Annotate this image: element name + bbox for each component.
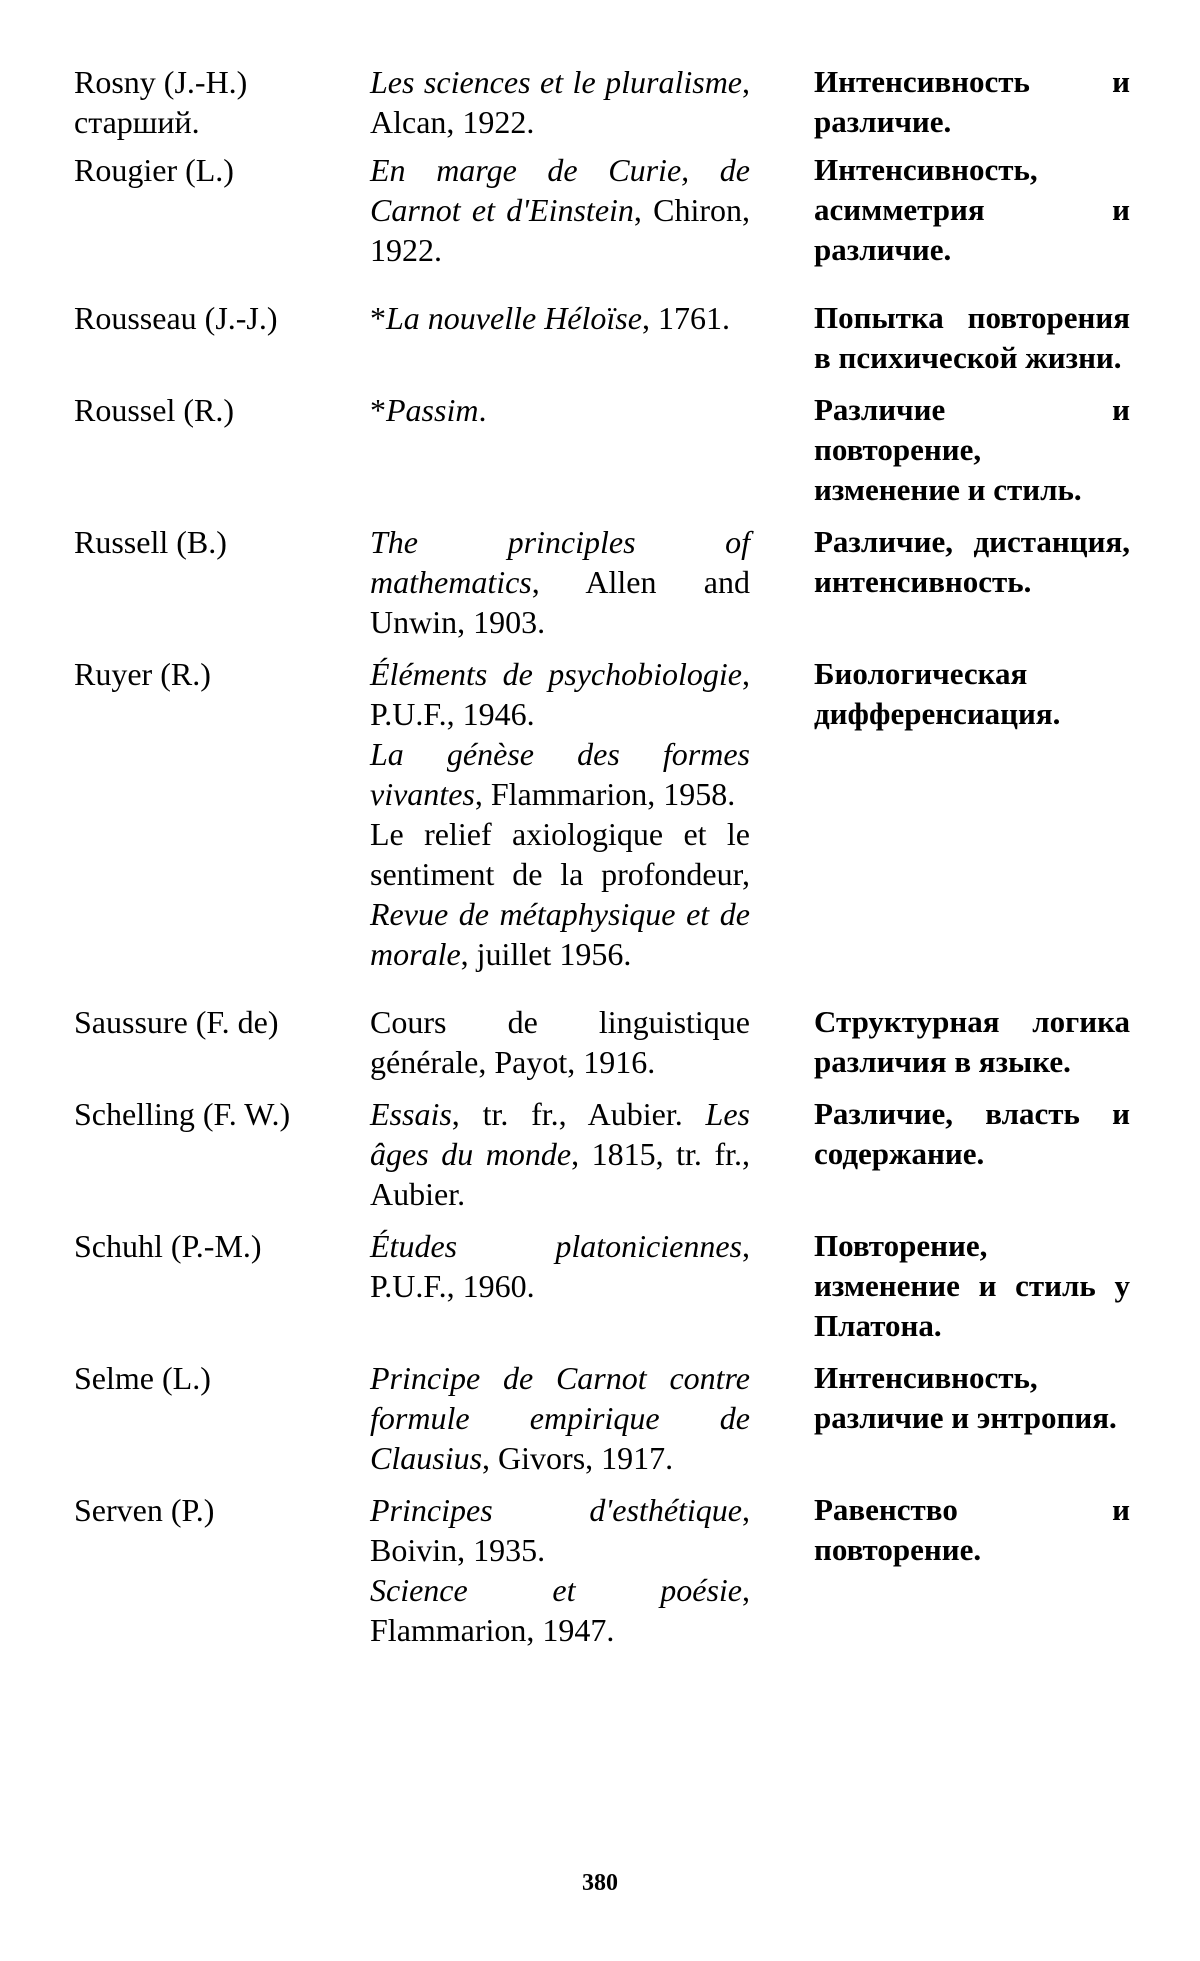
entry-author: Schuhl (P.-M.) <box>74 1228 262 1264</box>
work-title: Principes d'esthétique <box>370 1492 742 1528</box>
entry-author: Rougier (L.) <box>74 152 234 188</box>
work-citation <box>370 654 750 734</box>
entry-author: Rosny (J.-H.) старший. <box>74 64 248 140</box>
work-citation <box>370 298 750 338</box>
work-publication: , P.U.F., 1946. <box>370 656 750 732</box>
work-title: En marge de Curie, de Carnot et d'Einstein <box>370 152 750 228</box>
entry-author: Selme (L.) <box>74 1360 211 1396</box>
work-publication: , Givors, 1917. <box>482 1440 674 1476</box>
entry-works <box>370 654 750 974</box>
work-article: Le relief axiologique et le sentiment de la profondeur, <box>370 816 750 892</box>
work-title: Les âges du monde <box>370 1096 750 1172</box>
bibliography-entry <box>74 1358 1134 1478</box>
entry-topic: Различие, власть и содержание. <box>814 1096 1130 1171</box>
work-citation <box>370 1094 750 1214</box>
entry-works <box>370 1358 750 1478</box>
work-title: Les sciences et le pluralisme <box>370 64 742 100</box>
bibliography-entry <box>74 1226 1134 1346</box>
work-title: Éléments de psychobiologie <box>370 656 742 692</box>
entry-topic: Структурная логика различия в языке. <box>814 1004 1130 1079</box>
work-citation <box>370 390 750 430</box>
work-publication: , juillet 1956. <box>460 936 632 972</box>
entry-topic: Различие, дистанция, интенсивность. <box>814 524 1130 599</box>
work-citation <box>370 522 750 642</box>
work-publication: , 1761. <box>641 300 730 336</box>
bibliography-table <box>74 62 1134 1650</box>
work-publication: , tr. fr., Aubier. <box>451 1096 706 1132</box>
entry-topic: Равенство и повторение. <box>814 1492 1130 1567</box>
entry-author: Saussure (F. de) <box>74 1004 279 1040</box>
work-publication: , 1815, tr. fr., Aubier. <box>370 1136 751 1212</box>
work-citation <box>370 150 750 270</box>
entry-works <box>370 1094 750 1214</box>
work-citation: Cours de linguistique générale, Payot, 1916. <box>370 1004 750 1080</box>
entry-works <box>370 1002 750 1082</box>
work-title: Essais <box>370 1096 452 1132</box>
work-publication: , Alcan, 1922. <box>370 64 750 140</box>
work-publication: , Allen and Unwin, 1903. <box>370 564 750 640</box>
bibliography-entry <box>74 522 1134 642</box>
bibliography-entry <box>74 150 1134 270</box>
work-title: Études platoniciennes <box>370 1228 742 1264</box>
work-citation <box>370 1358 750 1478</box>
bibliography-entry <box>74 654 1134 974</box>
page-number: 380 <box>582 1870 618 1896</box>
entry-author: Serven (P.) <box>74 1492 215 1528</box>
work-publication: , Boivin, 1935. <box>370 1492 750 1568</box>
entry-topic: Интенсивность и различие. <box>814 64 1130 139</box>
entry-author: Roussel (R.) <box>74 392 234 428</box>
work-marker: * <box>370 300 386 336</box>
bibliography-entry <box>74 298 1134 378</box>
entry-author: Rousseau (J.-J.) <box>74 300 278 336</box>
entry-topic: Интенсивность, асимметрия и различие. <box>814 152 1130 267</box>
entry-author: Russell (B.) <box>74 524 227 560</box>
bibliography-entry <box>74 1490 1134 1650</box>
bibliography-entry <box>74 62 1134 142</box>
entry-works <box>370 298 750 338</box>
work-title: Passim <box>386 392 479 428</box>
work-citation <box>370 814 750 974</box>
work-citation <box>370 1570 750 1650</box>
bibliography-entry <box>74 390 1134 510</box>
entry-author: Schelling (F. W.) <box>74 1096 291 1132</box>
entry-works <box>370 522 750 642</box>
work-title: Science et poésie <box>370 1572 742 1608</box>
entry-topic: Повторение, изменение и стиль у Платона. <box>814 1228 1130 1343</box>
work-title: The principles of mathematics <box>370 524 750 600</box>
work-citation <box>370 1226 750 1306</box>
work-title: La génèse des formes vivantes <box>370 736 750 812</box>
work-citation <box>370 734 750 814</box>
work-citation <box>370 1490 750 1570</box>
work-publication: , P.U.F., 1960. <box>370 1228 750 1304</box>
work-publication: , Flammarion, 1947. <box>370 1572 750 1648</box>
entry-topic: Различие и повторение, изменение и стиль. <box>814 392 1130 507</box>
work-journal: Revue de métaphysique et de morale <box>370 896 750 972</box>
entry-author: Ruyer (R.) <box>74 656 211 692</box>
work-marker: * <box>370 392 386 428</box>
work-publication: , Flammarion, 1958. <box>474 776 736 812</box>
work-title: Principe de Carnot contre formule empirique de Clausius <box>370 1360 750 1476</box>
entry-works <box>370 390 750 430</box>
entry-works <box>370 1490 750 1650</box>
work-title: La nouvelle Héloïse <box>386 300 642 336</box>
work-publication: . <box>478 392 487 428</box>
work-citation <box>370 62 750 142</box>
bibliography-entry <box>74 1094 1134 1214</box>
work-publication: , Chiron, 1922. <box>370 192 750 268</box>
entry-works <box>370 150 750 270</box>
entry-topic: Попытка повторения в психической жизни. <box>814 300 1130 375</box>
entry-works <box>370 1226 750 1306</box>
entry-topic: Интенсивность, различие и энтропия. <box>814 1360 1117 1435</box>
entry-topic: Биологическая дифференсиация. <box>814 656 1061 731</box>
entry-works <box>370 62 750 142</box>
bibliography-entry <box>74 1002 1134 1082</box>
